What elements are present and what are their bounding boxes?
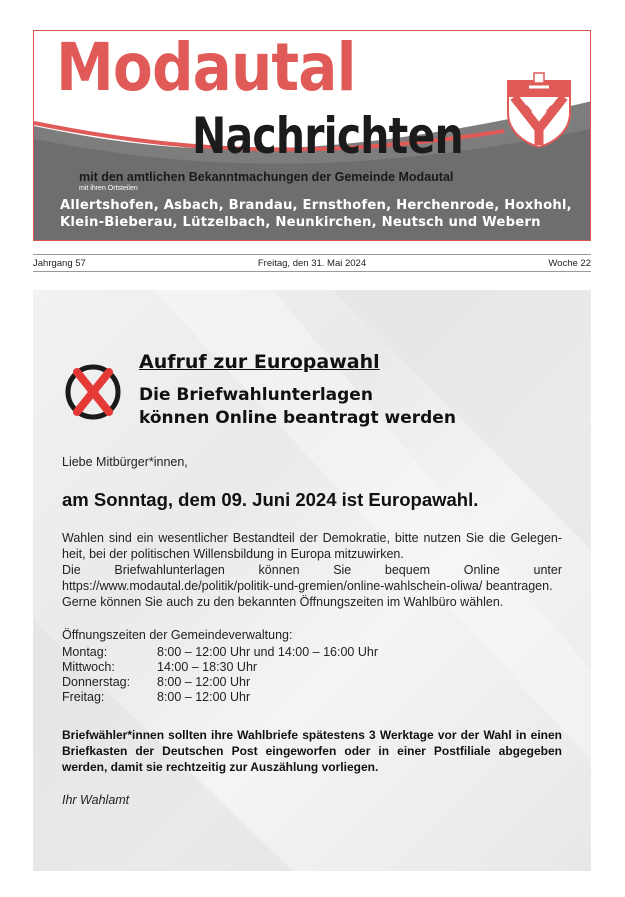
opening-hours-title: Öffnungszeiten der Gemeindeverwaltung: (62, 628, 293, 642)
issue-line (33, 254, 591, 272)
ortsteile-line-1: Allertshofen, Asbach, Brandau, Ernsthofen, Herchenrode, Hoxhohl, (60, 198, 572, 213)
opening-hours-day: Montag: (62, 645, 108, 659)
opening-hours-list (62, 645, 378, 705)
opening-hours-row (62, 660, 378, 675)
europawahl-notice (33, 290, 591, 871)
opening-hours-time: 8:00 – 12:00 Uhr und 14:00 – 16:00 Uhr (157, 645, 378, 659)
opening-hours-day: Donnerstag: (62, 675, 131, 689)
notice-subheadline-2: können Online beantragt werden (139, 408, 456, 428)
opening-hours-time: 8:00 – 12:00 Uhr (157, 675, 251, 689)
masthead-subtitle: mit den amtlichen Bekanntmachungen der Gemeinde Modautal (79, 170, 454, 184)
opening-hours-row (62, 645, 378, 660)
opening-hours-row (62, 675, 378, 690)
masthead (33, 30, 591, 241)
opening-hours-day: Freitag: (62, 690, 105, 704)
notice-greeting: Liebe Mitbürger*innen, (62, 455, 188, 469)
opening-hours-row (62, 690, 378, 705)
notice-subheadline-1: Die Briefwahlunterlagen (139, 385, 373, 405)
ballot-cross-icon (63, 362, 123, 422)
notice-postal-deadline: Briefwähler*innen sollten ihre Wahlbriefe spätestens 3 Werktage vor der Wahl in einen Briefkasten der Deutschen Post eingeworfen oder in einer Postfiliale abgegeben werden, damit sie rechtzeitig zur Auszählung vorliegen. (62, 728, 562, 774)
coat-of-arms-icon (504, 69, 574, 149)
notice-paragraph-2: Die Briefwahlunterlagen können Sie bequem Online unter https://www.modautal.de/politik/politik-und-gremien/online-wahlschein-oliwa/ beantragen. (62, 563, 562, 593)
notice-paragraph-3: Gerne können Sie auch zu den bekannten Öffnungszeiten im Wahlbüro wählen. (62, 595, 504, 609)
issue-date: Freitag, den 31. Mai 2024 (257, 258, 367, 269)
notice-headline: Aufruf zur Europawahl (139, 351, 380, 373)
masthead-title-modautal: Modautal (56, 30, 356, 106)
masthead-subsmall: mit ihren Ortsteilen (79, 185, 138, 192)
ortsteile-line-2: Klein-Bieberau, Lützelbach, Neunkirchen, Neutsch und Webern (60, 215, 541, 230)
opening-hours-day: Mittwoch: (62, 660, 115, 674)
notice-paragraph-1: Wahlen sind ein wesentlicher Bestandteil der Demokratie, bitte nutzen Sie die Gelegen-heit, bei der politischen Willensbildung in Europa mitzuwirken. (62, 531, 562, 561)
ortsteile-list (60, 197, 580, 231)
issue-volume: Jahrgang 57 (33, 258, 86, 269)
opening-hours-time: 14:00 – 18:30 Uhr (157, 660, 258, 674)
notice-signature: Ihr Wahlamt (62, 793, 130, 807)
issue-week: Woche 22 (548, 258, 591, 269)
opening-hours-time: 8:00 – 12:00 Uhr (157, 690, 251, 704)
masthead-title-nachrichten: Nachrichten (192, 107, 463, 165)
notice-election-date: am Sonntag, dem 09. Juni 2024 ist Europawahl. (62, 489, 479, 510)
